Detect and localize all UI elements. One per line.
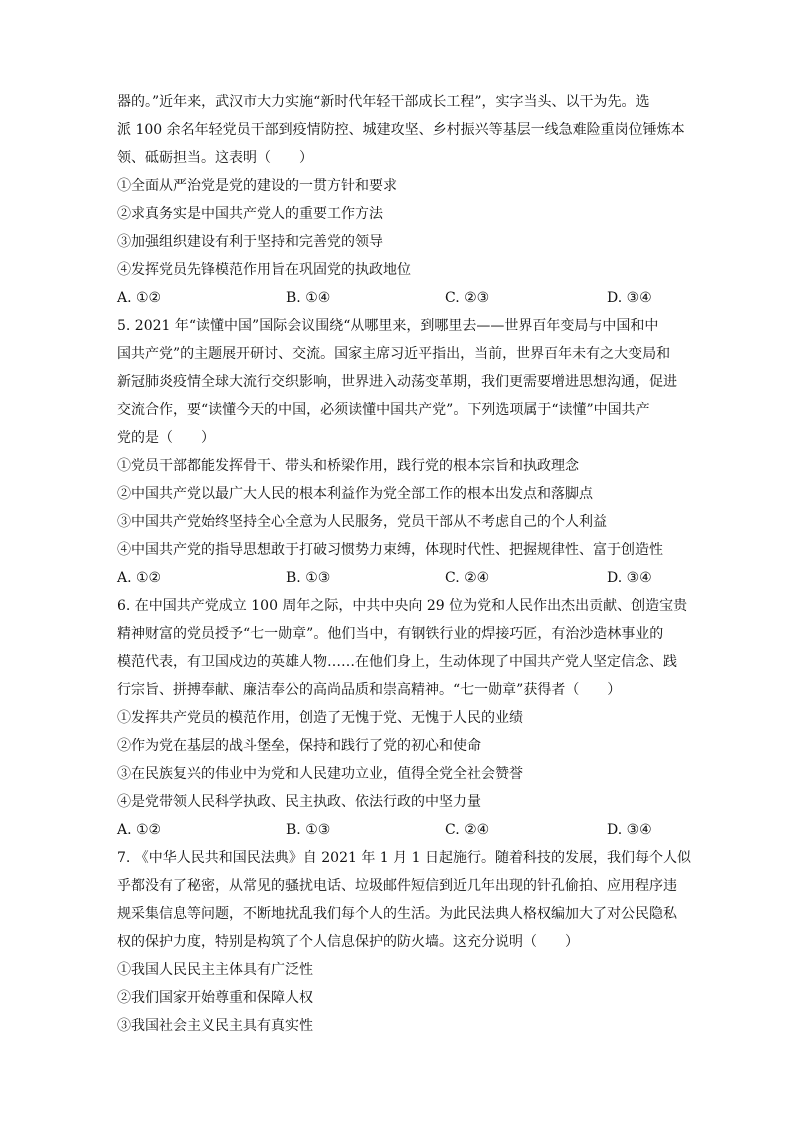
question-6-stem-line: 精神财富的党员授予“七一勋章”。他们当中，有钢铁行业的焊接巧匠，有治沙造林事业的 [117, 626, 664, 642]
question-5-choices [117, 564, 677, 592]
question-6-stem-line: 6. 在中国共产党成立 100 周年之际，中共中央向 29 位为党和人民作出杰出贡献、创造宝贵 [117, 598, 688, 614]
choice-d: D. ③④ [607, 570, 652, 586]
question-5 [117, 312, 677, 592]
question-6-option: ④是党带领人民科学执政、民主执政、依法行政的中坚力量 [117, 794, 481, 810]
question-7-option: ①我国人民民主主体具有广泛性 [117, 962, 313, 978]
question-7-stem-line: 权的保护力度，特别是构筑了个人信息保护的防火墙。这充分说明（ ） [117, 934, 579, 950]
choice-b: B. ①③ [286, 822, 331, 838]
question-4-option: ①全面从严治党是党的建设的一贯方针和要求 [117, 178, 397, 194]
question-5-stem-line: 交流合作，要“读懂今天的中国，必须读懂中国共产党”。下列选项属于“读懂”中国共产 [117, 402, 650, 418]
question-4 [117, 88, 685, 312]
choice-d: D. ③④ [607, 290, 652, 306]
question-4-stem-line: 领、砥砺担当。这表明（ ） [117, 150, 313, 166]
question-6-option: ①发挥共产党员的模范作用，创造了无愧于党、无愧于人民的业绩 [117, 710, 523, 726]
question-6 [117, 592, 688, 844]
question-5-stem-line: 5. 2021 年“读懂中国”国际会议围绕“从哪里来，到哪里去——世界百年变局与中国和中 [117, 318, 659, 334]
question-6-stem-line: 行宗旨、拼搏奉献、廉洁奉公的高尚品质和崇高精神。“七一勋章”获得者（ ） [117, 682, 622, 698]
choice-a: A. ①② [117, 570, 162, 586]
question-6-option: ③在民族复兴的伟业中为党和人民建功立业，值得全党全社会赞誉 [117, 766, 523, 782]
question-5-option: ①党员干部都能发挥骨干、带头和桥梁作用，践行党的根本宗旨和执政理念 [117, 458, 579, 474]
choice-a: A. ①② [117, 822, 162, 838]
question-4-choices [117, 284, 677, 312]
question-7-stem-line: 7. 《中华人民共和国民法典》自 2021 年 1 月 1 日起施行。随着科技的发展，我们每个人似 [117, 850, 691, 866]
exam-page [117, 88, 691, 1040]
choice-c: C. ②③ [445, 290, 490, 306]
question-4-option: ②求真务实是中国共产党人的重要工作方法 [117, 206, 383, 222]
question-6-choices [117, 816, 677, 844]
question-4-option: ③加强组织建设有利于坚持和完善党的领导 [117, 234, 383, 250]
choice-b: B. ①④ [286, 290, 331, 306]
question-7-option: ③我国社会主义民主具有真实性 [117, 1018, 313, 1034]
question-5-option: ②中国共产党以最广大人民的根本利益作为党全部工作的根本出发点和落脚点 [117, 486, 593, 502]
question-4-option: ④发挥党员先锋模范作用旨在巩固党的执政地位 [117, 262, 411, 278]
choice-d: D. ③④ [607, 822, 652, 838]
question-5-stem-line: 党的是（ ） [117, 430, 215, 446]
question-7 [117, 844, 691, 1040]
question-4-stem-line: 派 100 余名年轻党员干部到疫情防控、城建攻坚、乡村振兴等基层一线急难险重岗位锤炼本 [117, 122, 685, 138]
choice-c: C. ②④ [445, 822, 490, 838]
choice-c: C. ②④ [445, 570, 490, 586]
question-7-stem-line: 规采集信息等问题，不断地扰乱我们每个人的生活。为此民法典人格权编加大了对公民隐私 [117, 906, 677, 922]
question-7-stem-line: 乎都没有了秘密，从常见的骚扰电话、垃圾邮件短信到近几年出现的针孔偷拍、应用程序违 [117, 878, 677, 894]
question-4-stem-line: 器的。”近年来，武汉市大力实施“新时代年轻干部成长工程”，实字当头、以干为先。选 [117, 94, 650, 110]
question-6-stem-line: 模范代表，有卫国戍边的英雄人物……在他们身上，生动体现了中国共产党人坚定信念、践 [117, 654, 677, 670]
question-5-stem-line: 国共产党”的主题展开研讨、交流。国家主席习近平指出，当前，世界百年未有之大变局和 [117, 346, 671, 362]
choice-a: A. ①② [117, 290, 162, 306]
question-7-option: ②我们国家开始尊重和保障人权 [117, 990, 313, 1006]
question-5-stem-line: 新冠肺炎疫情全球大流行交织影响，世界进入动荡变革期，我们更需要增进思想沟通，促进 [117, 374, 677, 390]
question-5-option: ③中国共产党始终坚持全心全意为人民服务，党员干部从不考虑自己的个人利益 [117, 514, 607, 530]
question-6-option: ②作为党在基层的战斗堡垒，保持和践行了党的初心和使命 [117, 738, 481, 754]
choice-b: B. ①③ [286, 570, 331, 586]
question-5-option: ④中国共产党的指导思想敢于打破习惯势力束缚，体现时代性、把握规律性、富于创造性 [117, 542, 663, 558]
